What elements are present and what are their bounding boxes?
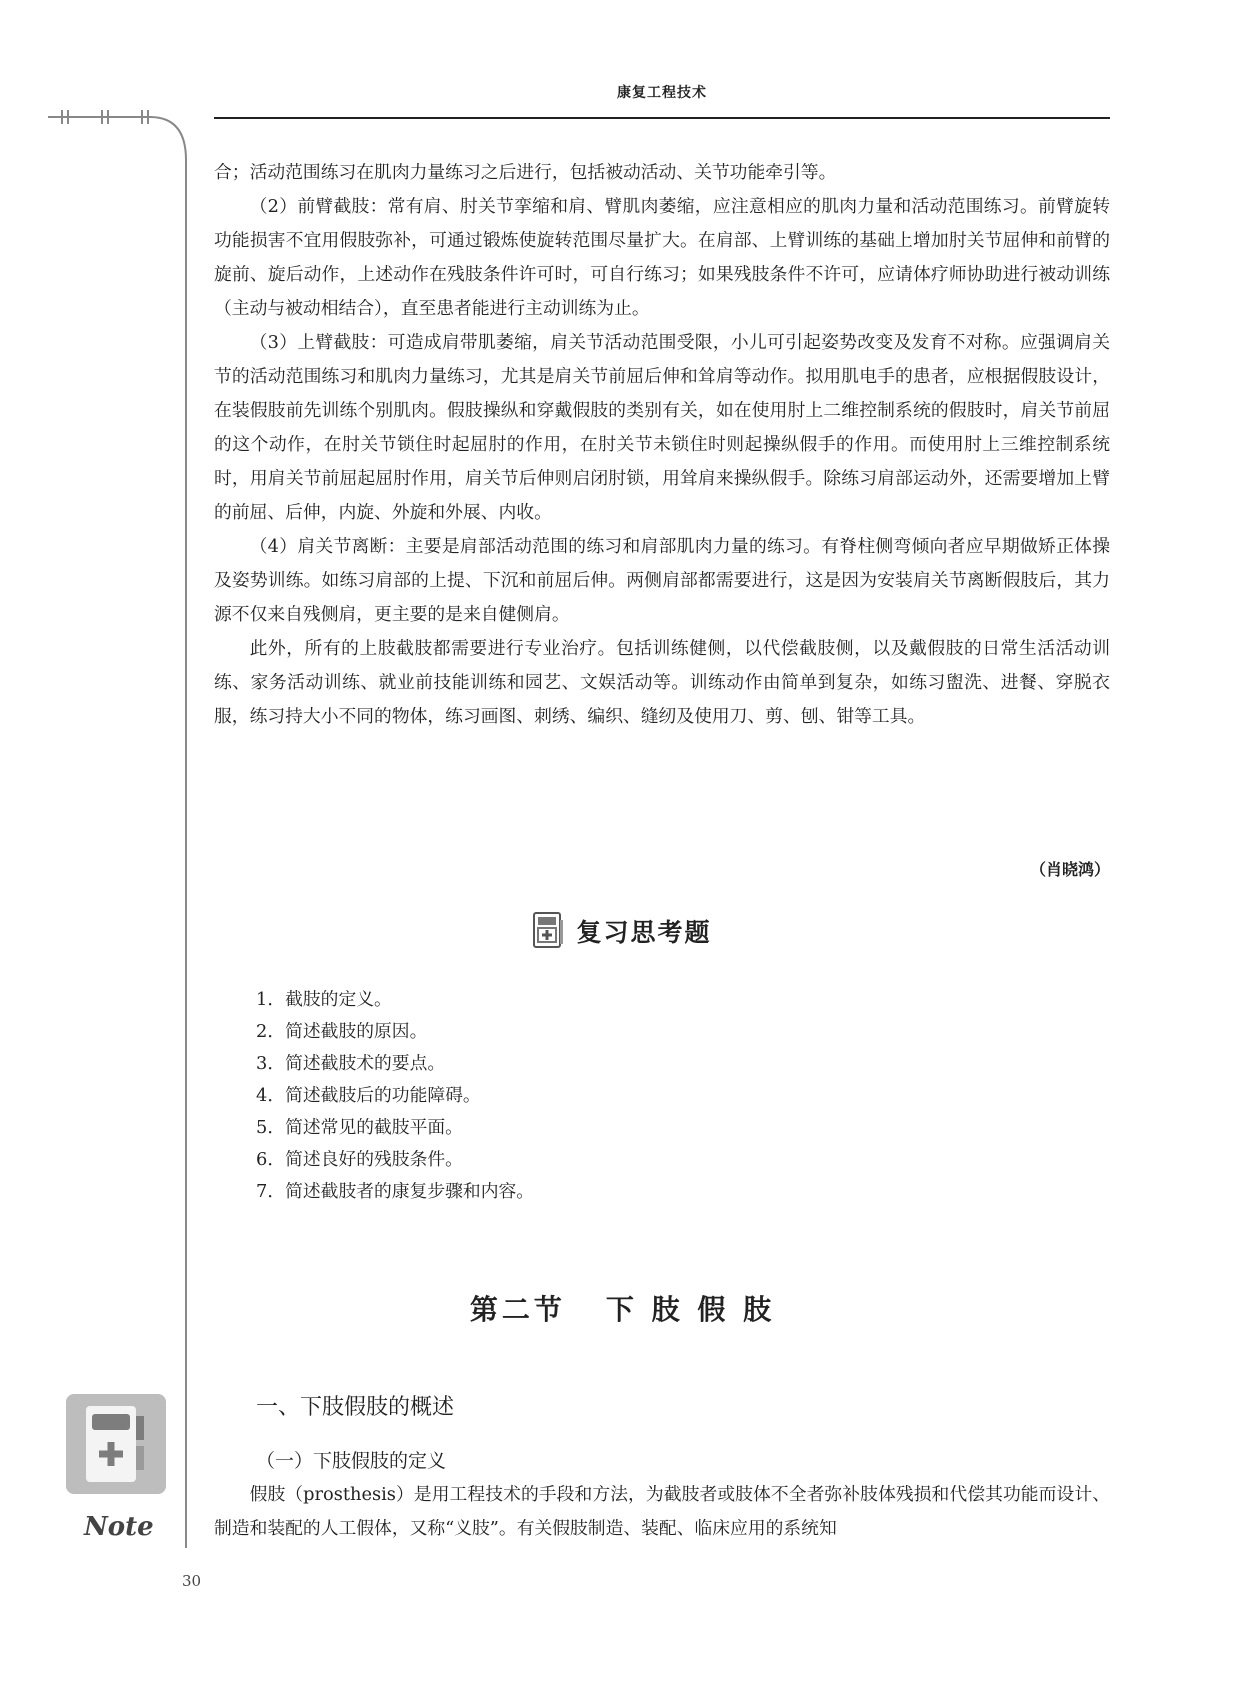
note-icon: [64, 1392, 168, 1510]
heading-2: （一）下肢假肢的定义: [256, 1450, 447, 1472]
section-title: [0, 1288, 1245, 1328]
heading-1: 一、下肢假肢的概述: [256, 1395, 455, 1420]
running-header: 康复工程技术: [617, 85, 707, 101]
list-item: 7．简述截肢者的康复步骤和内容。: [256, 1181, 535, 1202]
review-title: 复习思考题: [576, 918, 712, 947]
list-item: 4．简述截肢后的功能障碍。: [256, 1085, 481, 1106]
body-text: [214, 156, 1110, 734]
paragraph: 此外，所有的上肢截肢都需要进行专业治疗。包括训练健侧，以代偿截肢侧，以及戴假肢的日常生活活动训练、家务活动训练、就业前技能训练和园艺、文娱活动等。训练动作由简单到复杂，如练习盥洗、进餐、穿脱衣服，练习持大小不同的物体，练习画图、刺绣、编织、缝纫及使用刀、剪、刨、钳等工具。: [214, 638, 1110, 727]
paragraph: （4）肩关节离断：主要是肩部活动范围的练习和肩部肌肉力量的练习。有脊柱侧弯倾向者应早期做矫正体操及姿势训练。如练习肩部的上提、下沉和前屈后伸。两侧肩部都需要进行，这是因为安装肩关节离断假肢后，其力源不仅来自残侧肩，更主要的是来自健侧肩。: [214, 536, 1110, 625]
review-heading: [0, 912, 1245, 950]
list-item: 1．截肢的定义。: [256, 989, 392, 1010]
page-number: 30: [182, 1572, 202, 1590]
header-rule: [214, 117, 1110, 119]
section-name: 下 肢 假 肢: [605, 1293, 776, 1326]
paragraph: （2）前臂截肢：常有肩、肘关节挛缩和肩、臂肌肉萎缩，应注意相应的肌肉力量和活动范围练习。前臂旋转功能损害不宜用假肢弥补，可通过锻炼使旋转范围尽量扩大。在肩部、上臂训练的基础上增加肘关节屈伸和前臂的旋前、旋后动作，上述动作在残肢条件许可时，可自行练习；如果残肢条件不许可，应请体疗师协助进行被动训练（主动与被动相结合），直至患者能进行主动训练为止。: [214, 196, 1110, 319]
list-item: 3．简述截肢术的要点。: [256, 1053, 446, 1074]
paragraph: （3）上臂截肢：可造成肩带肌萎缩，肩关节活动范围受限，小儿可引起姿势改变及发育不对称。应强调肩关节的活动范围练习和肌肉力量练习，尤其是肩关节前屈后伸和耸肩等动作。拟用肌电手的患者，应根据假肢设计，在装假肢前先训练个别肌肉。假肢操纵和穿戴假肢的类别有关，如在使用肘上二维控制系统的假肢时，肩关节前屈的这个动作，在肘关节锁住时起屈肘的作用，在肘关节未锁住时则起操纵假手的作用。而使用肘上三维控制系统时，用肩关节前屈起屈肘作用，肩关节后伸则启闭肘锁，用耸肩来操纵假手。除练习肩部运动外，还需要增加上臂的前屈、后伸，内旋、外旋和外展、内收。: [214, 332, 1110, 523]
section-body: [214, 1478, 1110, 1546]
question-list: [256, 984, 534, 1208]
paragraph: 合；活动范围练习在肌肉力量练习之后进行，包括被动活动、关节功能牵引等。: [214, 162, 837, 183]
list-item: 5．简述常见的截肢平面。: [256, 1117, 463, 1138]
list-item: 2．简述截肢的原因。: [256, 1021, 428, 1042]
section-number: 第二节: [469, 1293, 566, 1326]
author: （肖晓鸿）: [1029, 860, 1110, 879]
paragraph: 假肢（prosthesis）是用工程技术的手段和方法，为截肢者或肢体不全者弥补肢体残损和代偿其功能而设计、制造和装配的人工假体，又称“义肢”。有关假肢制造、装配、临床应用的系统知: [214, 1484, 1110, 1539]
note-label: Note: [84, 1512, 154, 1542]
list-item: 6．简述良好的残肢条件。: [256, 1149, 463, 1170]
medical-cabinet-icon: [533, 912, 563, 950]
